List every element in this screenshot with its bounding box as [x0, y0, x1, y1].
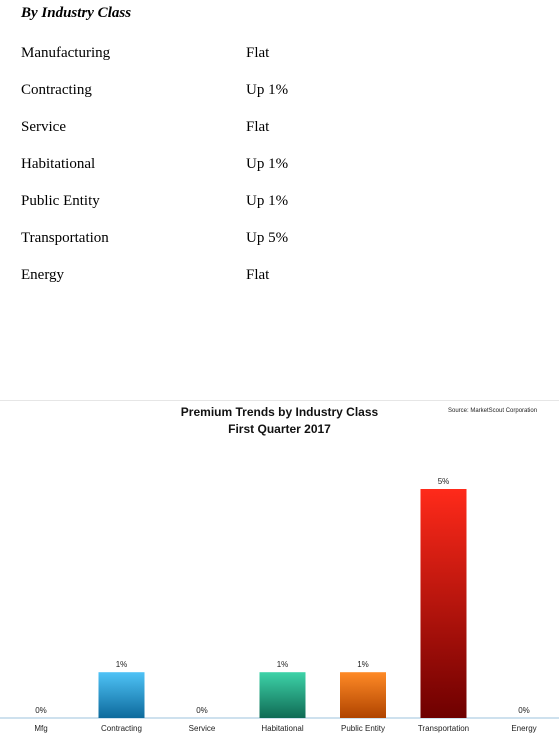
industry-class-label: Service	[21, 119, 66, 135]
trend-value: Flat	[246, 119, 270, 135]
chart-subtitle: First Quarter 2017	[228, 422, 331, 436]
industry-class-label: Contracting	[21, 82, 92, 98]
x-tick-label: Public Entity	[340, 724, 386, 733]
trend-value: Flat	[246, 267, 270, 283]
bar-transportation	[421, 489, 467, 718]
industry-class-label: Manufacturing	[21, 45, 111, 61]
data-label: 1%	[357, 660, 369, 670]
section-heading: By Industry Class	[21, 5, 132, 21]
chart-source: Source: MarketScout Corporation	[448, 408, 538, 414]
x-tick-label: Service	[188, 724, 216, 733]
trend-value: Up 1%	[246, 193, 289, 209]
x-tick-label: Habitational	[261, 724, 304, 733]
industry-class-label: Transportation	[21, 230, 109, 246]
data-label: 1%	[115, 660, 128, 670]
x-tick-label: Transportation	[417, 724, 470, 733]
data-label: 0%	[196, 706, 208, 715]
data-label: 1%	[276, 660, 289, 670]
x-tick-label: Contracting	[101, 724, 142, 733]
x-tick-label: Energy	[511, 724, 537, 733]
bar-habitational	[260, 672, 306, 718]
data-label: 5%	[437, 477, 450, 486]
trend-value: Up 5%	[246, 230, 289, 246]
bar-contracting	[99, 672, 145, 718]
chart-title: Premium Trends by Industry Class	[180, 405, 379, 419]
industry-class-label: Habitational	[21, 156, 96, 172]
data-label: 0%	[518, 706, 530, 715]
data-label: 0%	[35, 706, 47, 715]
x-tick-label: Mfg	[34, 724, 48, 733]
industry-class-label: Public Entity	[21, 193, 100, 209]
trend-value: Up 1%	[246, 82, 289, 98]
trend-value: Flat	[246, 45, 270, 61]
industry-class-label: Energy	[21, 267, 65, 283]
trend-value: Up 1%	[246, 156, 289, 172]
bar-public-entity	[340, 672, 386, 718]
